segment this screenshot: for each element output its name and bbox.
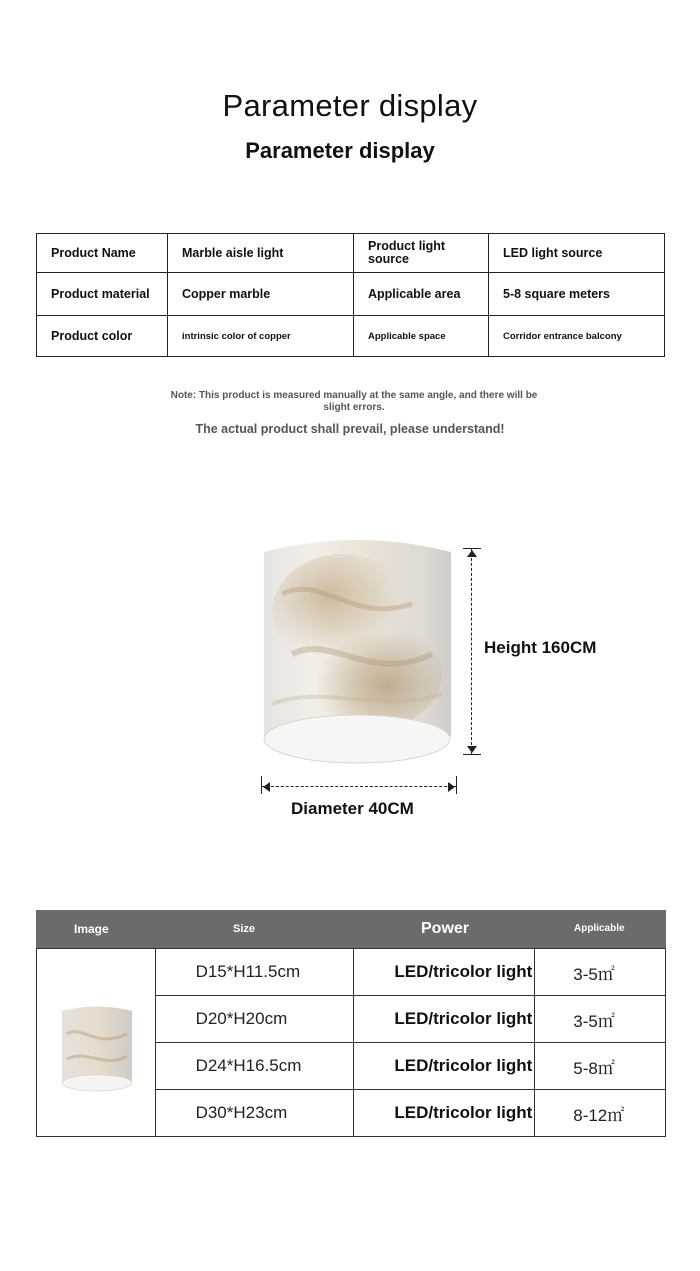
diameter-dimension-cap-right xyxy=(456,776,457,794)
param-label-product-name: Product Name xyxy=(37,234,168,273)
param-value-material: Copper marble xyxy=(168,273,354,316)
header-size: Size xyxy=(233,923,256,935)
param-value-area: 5-8 square meters xyxy=(489,273,665,316)
size-cell: D24*H16.5cm xyxy=(155,1043,354,1090)
power-cell: LED/tricolor light xyxy=(354,1043,535,1090)
parameter-row xyxy=(37,234,665,273)
height-label: Height 160CM xyxy=(484,638,597,657)
diameter-label: Diameter 40CM xyxy=(291,799,414,818)
size-cell: D15*H11.5cm xyxy=(155,949,354,996)
power-cell: LED/tricolor light xyxy=(354,949,535,996)
param-label-light-source: Product light source xyxy=(354,234,489,273)
page-subtitle: Parameter display xyxy=(245,138,435,163)
size-cell: D30*H23cm xyxy=(155,1090,354,1137)
header-power: Power xyxy=(421,920,470,937)
height-dimension-cap-top xyxy=(463,548,481,549)
param-value-space: Corridor entrance balcony xyxy=(489,316,665,357)
spec-table xyxy=(36,948,666,1137)
size-cell: D20*H20cm xyxy=(155,996,354,1043)
spec-table-header xyxy=(36,910,666,948)
diameter-dimension-line xyxy=(261,786,457,787)
arrow-left-icon xyxy=(263,782,270,792)
height-dimension-cap-bottom xyxy=(463,754,481,755)
lamp-illustration xyxy=(262,534,453,766)
diameter-dimension-cap-left xyxy=(261,776,262,794)
header-image: Image xyxy=(74,922,109,936)
power-cell: LED/tricolor light xyxy=(354,996,535,1043)
table-row xyxy=(37,949,666,996)
param-label-material: Product material xyxy=(37,273,168,316)
page-title: Parameter display xyxy=(222,88,478,123)
param-label-area: Applicable area xyxy=(354,273,489,316)
lamp-thumbnail xyxy=(61,1004,133,1092)
arrow-down-icon xyxy=(467,746,477,753)
param-value-color: intrinsic color of copper xyxy=(168,316,354,357)
header-applicable: Applicable xyxy=(574,923,625,934)
parameter-table xyxy=(36,233,665,357)
param-value-product-name: Marble aisle light xyxy=(168,234,354,273)
param-label-space: Applicable space xyxy=(354,316,489,357)
power-cell: LED/tricolor light xyxy=(354,1090,535,1137)
applicable-cell: 5-8㎡ xyxy=(535,1043,666,1090)
applicable-cell: 3-5㎡ xyxy=(535,996,666,1043)
param-value-light-source: LED light source xyxy=(489,234,665,273)
measurement-note: Note: This product is measured manually at the same angle, and there will be slight errors. xyxy=(170,390,538,413)
product-image-cell xyxy=(37,949,156,1137)
applicable-cell: 3-5㎡ xyxy=(535,949,666,996)
param-label-color: Product color xyxy=(37,316,168,357)
applicable-cell: 8-12㎡ xyxy=(535,1090,666,1137)
arrow-up-icon xyxy=(467,550,477,557)
parameter-row xyxy=(37,273,665,316)
parameter-row xyxy=(37,316,665,357)
height-dimension-line xyxy=(471,548,472,755)
arrow-right-icon xyxy=(448,782,455,792)
prevail-note: The actual product shall prevail, please understand! xyxy=(195,422,505,436)
